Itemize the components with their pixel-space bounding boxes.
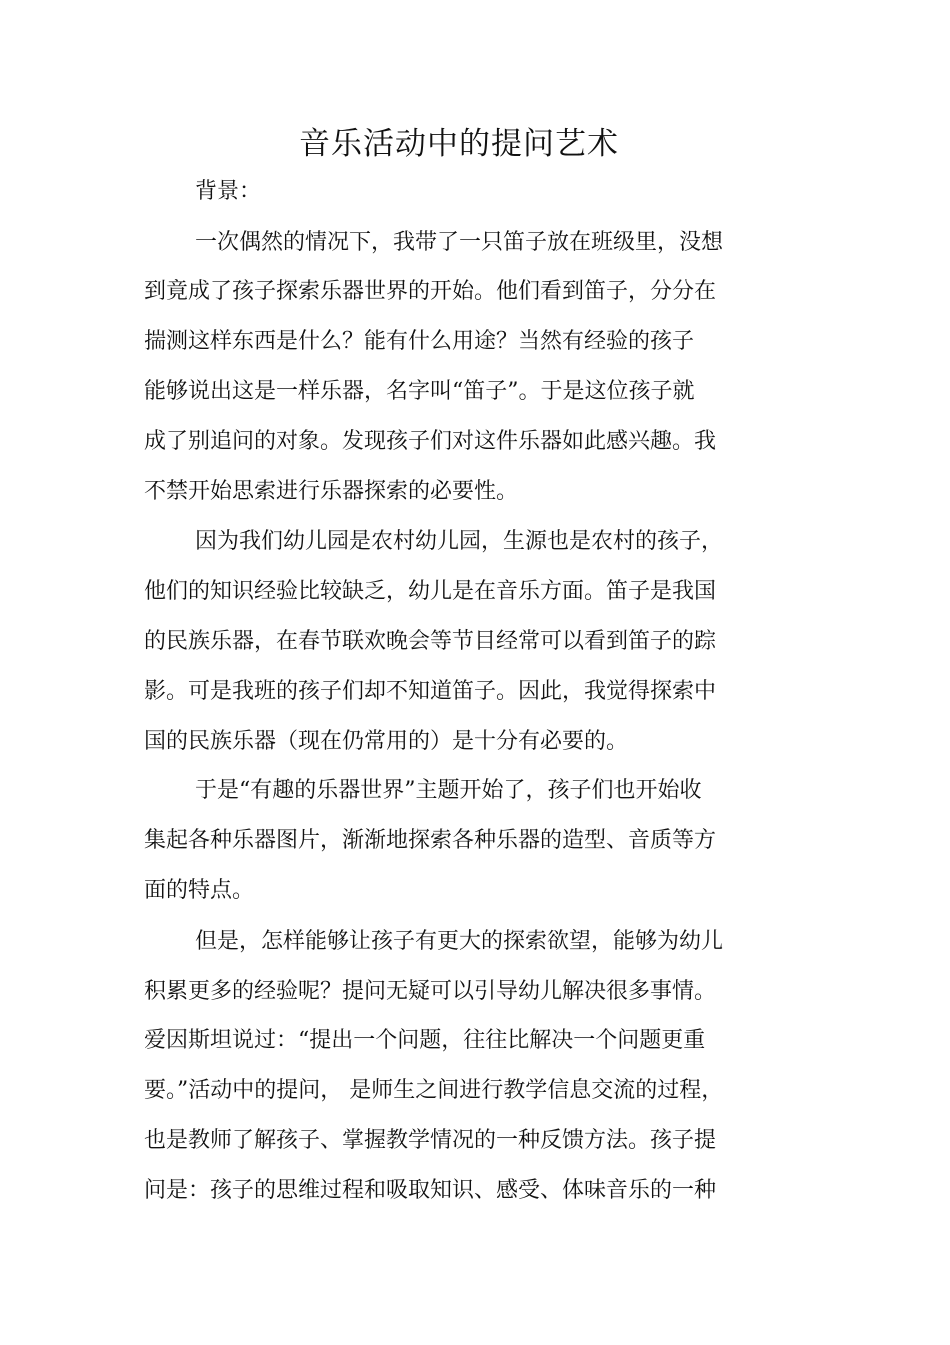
paragraph-line: 揣测这样东西是什么？能有什么用途？当然有经验的孩子 — [144, 329, 695, 354]
paragraph-line: 因为我们幼儿园是农村幼儿园，生源也是农村的孩子， — [195, 529, 724, 554]
paragraph-line: 不禁开始思索进行乐器探索的必要性。 — [144, 479, 519, 504]
paragraph-line: 但是，怎样能够让孩子有更大的探索欲望，能够为幼儿 — [195, 929, 724, 954]
paragraph-line: 问是：孩子的思维过程和吸取知识、感受、体味音乐的一种 — [144, 1178, 717, 1203]
paragraph-line: 到竟成了孩子探索乐器世界的开始。他们看到笛子，分分在 — [144, 279, 717, 304]
section-label-background: 背景： — [195, 179, 262, 204]
paragraph-line: 集起各种乐器图片，渐渐地探索各种乐器的造型、音质等方 — [144, 828, 717, 853]
paragraph-line: 他们的知识经验比较缺乏，幼儿是在音乐方面。笛子是我国 — [144, 579, 717, 604]
paragraph-line: 爱因斯坦说过：“提出一个问题，往往比解决一个问题更重 — [144, 1028, 706, 1053]
paragraph-line: 也是教师了解孩子、掌握教学情况的一种反馈方法。孩子提 — [144, 1128, 717, 1153]
paragraph-line: 要。”活动中的提问， 是师生之间进行教学信息交流的过程， — [144, 1078, 724, 1103]
paragraph-line: 一次偶然的情况下，我带了一只笛子放在班级里，没想 — [195, 230, 724, 255]
paragraph-line: 面的特点。 — [144, 878, 255, 903]
paragraph-line: 于是“有趣的乐器世界”主题开始了，孩子们也开始收 — [195, 778, 702, 803]
paragraph-line: 国的民族乐器（现在仍常用的）是十分有必要的。 — [144, 729, 629, 754]
paragraph-line: 影。可是我班的孩子们却不知道笛子。因此，我觉得探索中 — [144, 679, 717, 704]
paragraph-line: 能够说出这是一样乐器，名字叫“笛子”。于是这位孩子就 — [144, 379, 695, 404]
document-title: 音乐活动中的提问艺术 — [299, 126, 619, 162]
paragraph-line: 成了别追问的对象。发现孩子们对这件乐器如此感兴趣。我 — [144, 429, 717, 454]
paragraph-line: 积累更多的经验呢？提问无疑可以引导幼儿解决很多事情。 — [144, 979, 717, 1004]
paragraph-line: 的民族乐器，在春节联欢晚会等节目经常可以看到笛子的踪 — [144, 629, 717, 654]
